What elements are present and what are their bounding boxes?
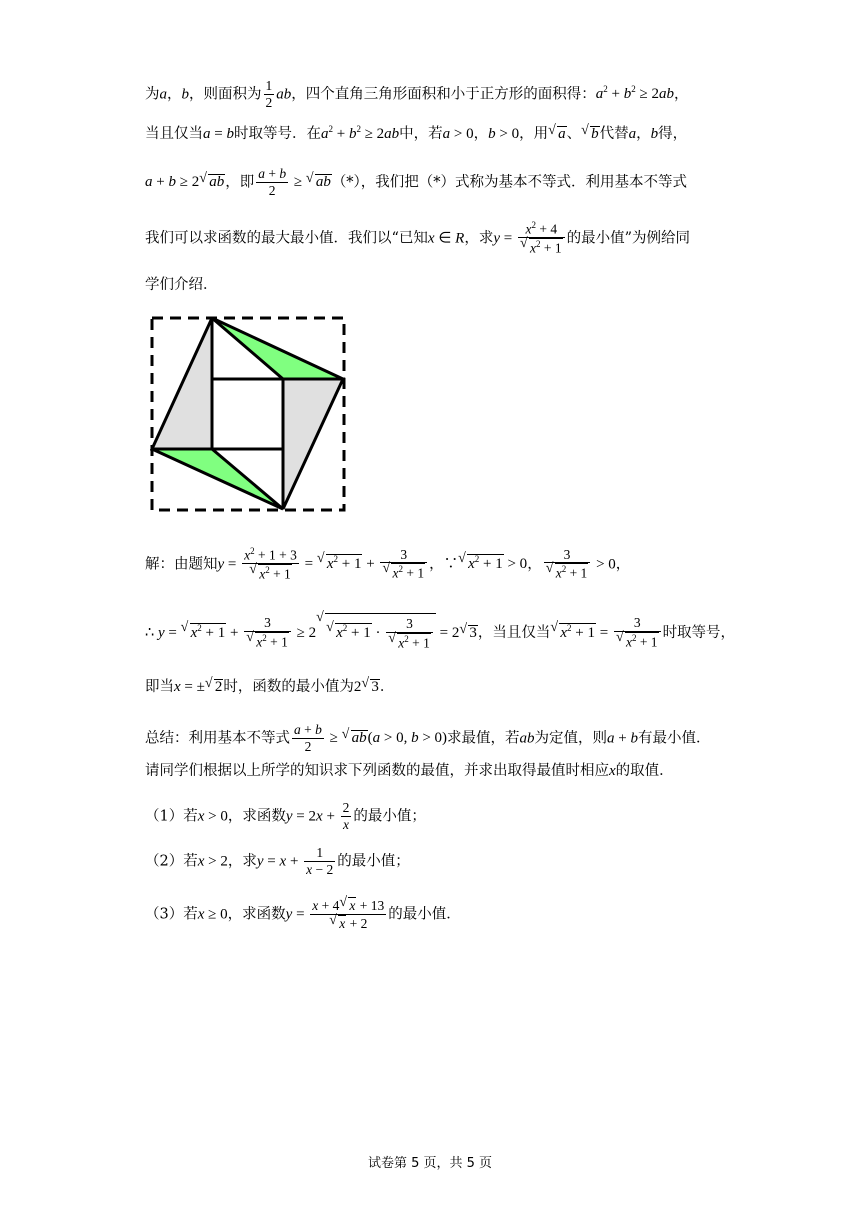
solution-line-1: 解：由题知y = $x^2 + 1 + 3$ √ $x^2 + 1$ = √ $x^2 + 1$ + 3 √ $x^2 + 1$ ，∵√ $x^2 + 1 > 0$， 3 √ $x^2 + 1$ > 0， bbox=[145, 546, 630, 583]
text: ， bbox=[673, 86, 689, 103]
text: 为定值，则 bbox=[534, 730, 608, 747]
text: 时，函数的最小值为 bbox=[223, 679, 354, 695]
text: ，求 bbox=[464, 230, 494, 247]
inner-square bbox=[212, 379, 283, 449]
page-footer: 试卷第 5 页，共 5 页 bbox=[367, 1156, 493, 1171]
text: （2）若 bbox=[145, 853, 198, 870]
text: ∴ bbox=[145, 625, 155, 642]
text: 请同学们根据以上所学的知识求下列函数的最值，并求出取得最值时相应 bbox=[145, 763, 609, 779]
text: （3）若 bbox=[145, 906, 198, 923]
text: ， bbox=[636, 126, 651, 142]
text: ，∵ bbox=[429, 556, 459, 573]
gray-triangle-left bbox=[152, 318, 212, 449]
paragraph-line-2: 当且仅当a = b时取等号．在$a^2 + b^2 \ge 2ab$中，若a > 0，b > 0，用√ a、√ b代替a，b得， bbox=[145, 125, 687, 142]
text: 、 bbox=[566, 126, 582, 142]
paragraph-line-4: 我们可以求函数的最大最小值．我们以“已知x ∈ R，求y = $x^2 + 4$ √ $x^2 + 1$ 的最小值”为例给同 bbox=[145, 220, 690, 257]
text: 解：由题知 bbox=[145, 556, 218, 573]
green-triangle-bottom bbox=[152, 449, 283, 509]
text: 即当 bbox=[145, 679, 174, 695]
text: 的最小值； bbox=[353, 808, 426, 825]
solution-line-2: ∴ y = √ $x^2 + 1$ + 3 √ $x^2 + 1$ ≥ 2√ √ $x^2 + 1$ · 3 √ $x^2 + 1$ = 2√ 3，当且仅当√ $x^2 + 1$ = 3 √ $x^2 + 1$ 时取等号， bbox=[145, 613, 735, 651]
paragraph-line-5 bbox=[145, 278, 218, 293]
text: ，则面积为 bbox=[189, 86, 262, 103]
text: 代替 bbox=[599, 126, 629, 142]
text: ， bbox=[473, 126, 489, 142]
text: 的最小值”为例给同 bbox=[566, 230, 691, 247]
text: （*），我们把（*）式称为基本不等式．利用基本不等式 bbox=[331, 174, 688, 191]
text: ， bbox=[615, 556, 631, 573]
text: ， bbox=[167, 86, 182, 103]
text: ，即 bbox=[225, 174, 255, 191]
text: 中，若 bbox=[399, 126, 443, 142]
gray-triangle-right bbox=[283, 379, 343, 509]
text: 当且仅当 bbox=[145, 126, 203, 142]
solution-line-3: 即当x = ±√ 2时，函数的最小值为2√ 3． bbox=[145, 679, 394, 695]
question-2: （2）若x > 2，求y = x + $\frac{1}{x - 2}$ 的最小值； bbox=[145, 845, 410, 877]
text: ． bbox=[379, 679, 395, 695]
text: 为 bbox=[145, 86, 160, 103]
paragraph-line-1: 为a，b，则面积为 $\frac{1}{2}$ ab，四个直角三角形面积和小于正方形的面积得：$a^2 + b^2 \ge 2ab$， bbox=[145, 78, 689, 110]
text: ，四个直角三角形面积和小于正方形的面积得： bbox=[291, 86, 596, 103]
question-3: （3）若x ≥ 0，求函数y = x + 4√ x + 13 √ x + 2 的最小值． bbox=[145, 897, 461, 932]
question-1: （1）若x > 0，求函数y = 2x + $\frac{2}{x}$ 的最小值； bbox=[145, 800, 426, 832]
question-intro: 请同学们根据以上所学的知识求下列函数的最值，并求出取得最值时相应x的取值． bbox=[145, 763, 674, 779]
text: ，求 bbox=[227, 853, 257, 870]
fraction-half: $\frac{1}{2}$ bbox=[265, 78, 273, 110]
paragraph-line-3: a + b ≥ 2√ ab，即 $\frac{a + b}{2}$ ≥ √ ab（*），我们把（*）式称为基本不等式．利用基本不等式 bbox=[145, 166, 687, 199]
text: 时取等号， bbox=[662, 625, 736, 642]
text: 学们介绍． bbox=[145, 277, 218, 293]
summary-line: 总结：利用基本不等式 $\frac{a + b}{2}$ ≥ √ ab(a > 0, b > 0)求最值，若ab为定值，则a + b有最小值． bbox=[145, 722, 711, 755]
text: ，用 bbox=[519, 126, 549, 142]
text: 的最小值； bbox=[337, 853, 410, 870]
text: （1）若 bbox=[145, 808, 198, 825]
text: ， bbox=[527, 556, 542, 573]
text: 得， bbox=[658, 126, 688, 142]
fraction-y-def: $x^2 + 4$ √ $x^2 + 1$ bbox=[518, 220, 565, 257]
green-triangle-top bbox=[212, 318, 343, 379]
text: 的最小值． bbox=[388, 906, 461, 923]
square-diagram bbox=[150, 316, 350, 516]
text: 的取值． bbox=[615, 763, 674, 779]
text: 我们可以求函数的最大最小值．我们以“已知 bbox=[145, 230, 428, 247]
text: ，求函数 bbox=[227, 808, 286, 825]
text: 有最小值． bbox=[638, 730, 711, 747]
text: ，求函数 bbox=[227, 906, 286, 923]
text: 总结：利用基本不等式 bbox=[145, 730, 290, 747]
text: 时取等号．在 bbox=[233, 126, 321, 142]
fraction-a-plus-b-over-2: $\frac{a + b}{2}$ bbox=[258, 166, 287, 198]
text: ，当且仅当 bbox=[477, 625, 551, 642]
text: 求最值，若 bbox=[447, 730, 520, 747]
